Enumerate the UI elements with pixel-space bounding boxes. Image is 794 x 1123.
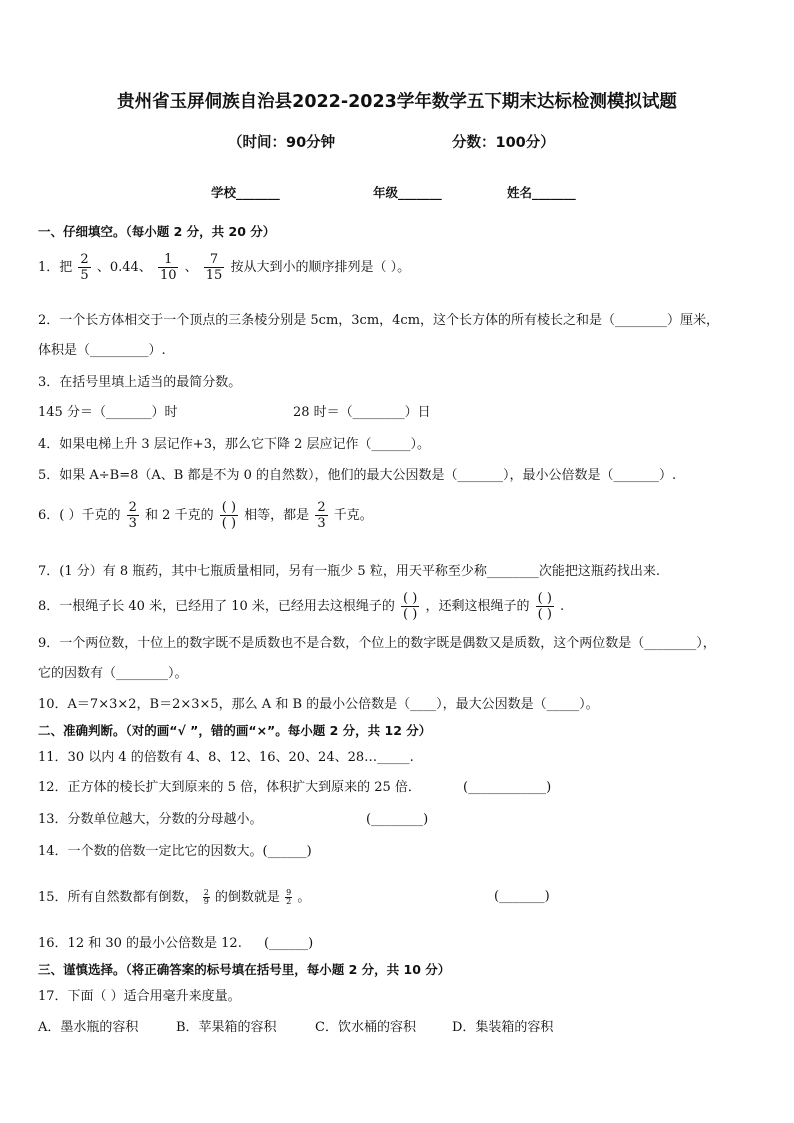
question-17-option-b: B．苹果箱的容积 (176, 1020, 277, 1035)
exam-time: （时间：90分钟 (228, 135, 336, 151)
question-4: 4．如果电梯上升 3 层记作+3，那么它下降 2 层应记作（______）。 (38, 437, 431, 452)
question-3a: 145 分＝（_______）时 (38, 405, 178, 420)
page-title: 贵州省玉屏侗族自治县2022-2023学年数学五下期末达标检测模拟试题 (117, 92, 677, 112)
question-8: 8．一根绳子长 40 米，已经用了 10 米，已经用去这根绳子的 $\frac{( )}{( )}$ ，还剩这根绳子的 $\frac{( )}{( )}$ . (38, 591, 565, 622)
question-14: 14．一个数的倍数一定比它的因数大。(______) (38, 844, 312, 859)
question-11: 11．30 以内 4 的倍数有 4、8、12、16、20、24、28…_____. (38, 750, 414, 765)
question-17-option-c: C．饮水桶的容积 (315, 1020, 416, 1035)
question-9-line-2: 它的因数有（________）。 (38, 666, 188, 681)
fraction: $\frac{2}{3}$ (128, 500, 137, 531)
question-1: 1．把 $\frac{2}{5}$ 、0.44、 $\frac{1}{10}$ 、 $\frac{7}{15}$ 按从大到小的顺序排列是（ ）。 (38, 252, 411, 283)
question-5: 5．如果 A÷B=8（A、B 都是不为 0 的自然数），他们的最大公因数是（_______），最小公倍数是（_______）. (38, 468, 677, 483)
question-17: 17．下面（ ）适合用毫升来度量。 (38, 989, 241, 1004)
question-17-option-a: A．墨水瓶的容积 (38, 1020, 139, 1035)
fraction-blank: $\frac{( )}{( )}$ (221, 500, 237, 531)
grade-field: 年级_______ (373, 185, 442, 200)
name-field: 姓名_______ (507, 185, 576, 200)
question-3b: 28 时＝（________）日 (293, 405, 431, 420)
question-15: 15．所有自然数都有倒数， $\frac{2}{9}$ 的倒数就是 $\frac{9}{2}$ 。 (38, 888, 311, 906)
section-2-heading: 二、准确判断。（对的画“√ ”，错的画“×”。每小题 2 分，共 12 分） (38, 723, 432, 738)
fraction: $\frac{2}{3}$ (317, 500, 326, 531)
fraction: $\frac{7}{15}$ (205, 252, 223, 283)
fraction: $\frac{2}{5}$ (80, 252, 89, 283)
question-13: 13．分数单位越大，分数的分母越小。 (38, 812, 263, 827)
question-7: 7．(1 分）有 8 瓶药，其中七瓶质量相同，另有一瓶少 5 粒，用天平称至少称________次能把这瓶药找出来. (38, 564, 660, 579)
question-15-blank: (_______) (494, 889, 550, 904)
fraction: $\frac{2}{9}$ (203, 888, 209, 906)
section-3-heading: 三、谨慎选择。（将正确答案的标号填在括号里，每小题 2 分，共 10 分） (38, 962, 451, 977)
section-1-heading: 一、仔细填空。（每小题 2 分，共 20 分） (38, 224, 276, 239)
fraction-blank: $\frac{( )}{( )}$ (403, 591, 418, 622)
fraction: $\frac{1}{10}$ (159, 252, 177, 283)
question-6: 6．( ）千克的 $\frac{2}{3}$ 和 2 千克的 $\frac{( )}{( )}$ 相等，都是 $\frac{2}{3}$ 千克。 (38, 500, 373, 531)
question-16: 16．12 和 30 的最小公倍数是 12. (38, 936, 242, 951)
question-12-blank: (____________) (463, 780, 552, 795)
question-12: 12．正方体的棱长扩大到原来的 5 倍，体积扩大到原来的 25 倍． (38, 780, 421, 795)
school-field: 学校_______ (211, 185, 280, 200)
question-2-line-2: 体积是（_________）. (38, 343, 166, 358)
question-10: 10．A＝7×3×2，B＝2×3×5，那么 A 和 B 的最小公倍数是（____），最大公因数是（_____）。 (38, 697, 599, 712)
question-17-option-d: D．集装箱的容积 (452, 1020, 554, 1035)
question-2-line-1: 2．一个长方体相交于一个顶点的三条棱分别是 5cm，3cm，4cm，这个长方体的所有棱长之和是（________）厘米， (38, 313, 720, 328)
question-9-line-1: 9．一个两位数，十位上的数字既不是质数也不是合数，个位上的数字既是偶数又是质数，这个两位数是（________）， (38, 636, 716, 651)
question-3: 3．在括号里填上适当的最简分数。 (38, 375, 242, 390)
question-16-blank: (______) (264, 936, 314, 951)
question-13-blank: (________) (366, 812, 429, 827)
exam-score: 分数：100分） (452, 135, 555, 151)
fraction: $\frac{9}{2}$ (286, 888, 292, 906)
fraction-blank: $\frac{( )}{( )}$ (537, 591, 552, 622)
